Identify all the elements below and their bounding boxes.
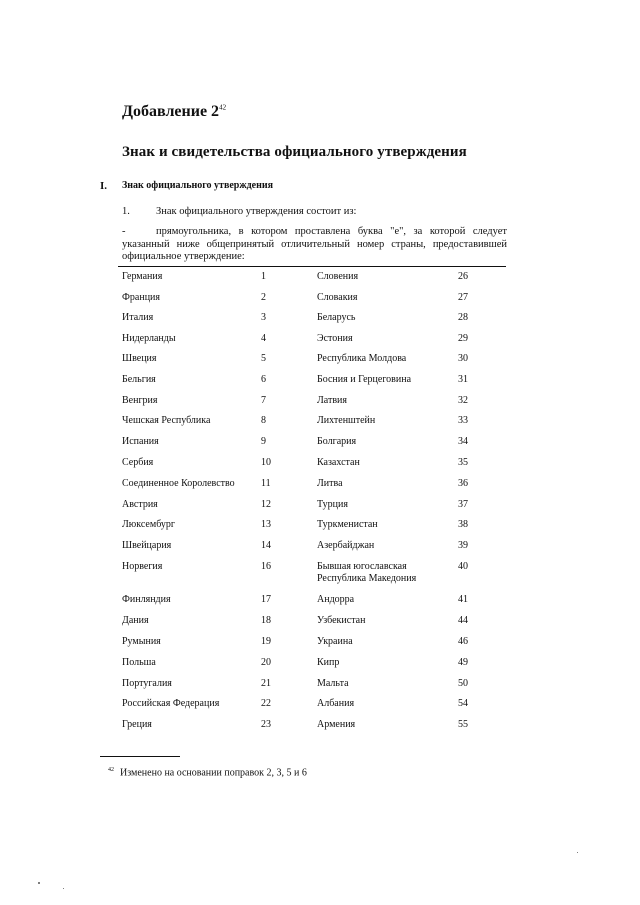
right-country-name: Лихтенштейн bbox=[317, 415, 376, 426]
footnote-rule bbox=[100, 756, 180, 757]
left-country-number: 21 bbox=[261, 678, 271, 689]
footnote bbox=[108, 767, 307, 778]
section-title: Знак официального утверждения bbox=[122, 180, 274, 191]
paragraph-2-text: прямоугольника, в котором проставлена буква "е", за которой следует указанный ниже общепринятый отличительный номер страны, предоставившей официальное утверждение: bbox=[122, 226, 507, 262]
scan-speck bbox=[577, 852, 578, 853]
right-country-name: Беларусь bbox=[317, 312, 356, 323]
right-country-number: 50 bbox=[458, 678, 468, 689]
left-country-name: Греция bbox=[122, 719, 152, 730]
footnote-number: 42 bbox=[108, 767, 114, 773]
left-country-number: 2 bbox=[261, 292, 266, 303]
right-country-number: 31 bbox=[458, 374, 468, 385]
right-country-number: 34 bbox=[458, 436, 468, 447]
right-country-name: Болгария bbox=[317, 436, 357, 447]
left-country-number: 22 bbox=[261, 698, 271, 709]
left-country-name: Румыния bbox=[122, 636, 161, 647]
right-country-name: Андорра bbox=[317, 594, 355, 605]
paragraph-2 bbox=[122, 226, 507, 264]
left-country-number: 10 bbox=[261, 457, 271, 468]
left-country-name: Германия bbox=[122, 271, 163, 282]
paragraph-2-dash: - bbox=[122, 226, 126, 237]
right-country-number: 36 bbox=[458, 478, 468, 489]
right-country-number: 46 bbox=[458, 636, 468, 647]
left-country-number: 17 bbox=[261, 594, 271, 605]
right-country-name: Мальта bbox=[317, 678, 349, 689]
right-country-number: 40 bbox=[458, 561, 468, 572]
right-country-number: 38 bbox=[458, 519, 468, 530]
left-country-number: 3 bbox=[261, 312, 266, 323]
right-country-number: 39 bbox=[458, 540, 468, 551]
left-country-name: Люксембург bbox=[122, 519, 175, 530]
left-country-name: Италия bbox=[122, 312, 154, 323]
right-country-number: 29 bbox=[458, 333, 468, 344]
left-country-number: 6 bbox=[261, 374, 266, 385]
right-country-number: 26 bbox=[458, 271, 468, 282]
right-country-name: Литва bbox=[317, 478, 343, 489]
right-country-name: Казахстан bbox=[317, 457, 360, 468]
left-country-number: 4 bbox=[261, 333, 266, 344]
right-country-name: Турция bbox=[317, 499, 348, 510]
paragraph-1-number: 1. bbox=[122, 206, 130, 217]
paragraph-1-text: Знак официального утверждения состоит из: bbox=[156, 206, 357, 217]
paragraph-1 bbox=[122, 206, 356, 217]
left-country-name: Бельгия bbox=[122, 374, 156, 385]
left-country-number: 14 bbox=[261, 540, 271, 551]
right-country-name: Бывшая югославская Республика Македония bbox=[317, 561, 417, 584]
left-country-number: 13 bbox=[261, 519, 271, 530]
right-country-number: 55 bbox=[458, 719, 468, 730]
right-country-number: 33 bbox=[458, 415, 468, 426]
right-country-name: Албания bbox=[317, 698, 355, 709]
appendix-title bbox=[122, 103, 226, 121]
scan-speck bbox=[38, 882, 40, 884]
left-country-name: Норвегия bbox=[122, 561, 163, 572]
right-country-name: Словения bbox=[317, 271, 359, 282]
right-country-name: Украина bbox=[317, 636, 353, 647]
left-country-name: Швеция bbox=[122, 353, 157, 364]
left-country-number: 5 bbox=[261, 353, 266, 364]
right-country-number: 27 bbox=[458, 292, 468, 303]
right-country-number: 28 bbox=[458, 312, 468, 323]
left-country-number: 7 bbox=[261, 395, 266, 406]
right-country-name: Эстония bbox=[317, 333, 353, 344]
table-top-rule bbox=[118, 266, 506, 267]
right-country-number: 35 bbox=[458, 457, 468, 468]
left-country-number: 20 bbox=[261, 657, 271, 668]
left-country-name: Венгрия bbox=[122, 395, 158, 406]
left-country-name: Польша bbox=[122, 657, 156, 668]
left-country-name: Испания bbox=[122, 436, 159, 447]
right-country-number: 41 bbox=[458, 594, 468, 605]
right-country-name: Республика Молдова bbox=[317, 353, 407, 364]
right-country-number: 32 bbox=[458, 395, 468, 406]
left-country-name: Соединенное Королевство bbox=[122, 478, 235, 489]
left-country-name: Нидерланды bbox=[122, 333, 176, 344]
left-country-name: Португалия bbox=[122, 678, 172, 689]
left-country-number: 1 bbox=[261, 271, 266, 282]
footnote-ref: 42 bbox=[219, 103, 227, 112]
right-country-number: 54 bbox=[458, 698, 468, 709]
scan-speck bbox=[63, 888, 64, 889]
right-country-name: Туркменистан bbox=[317, 519, 378, 530]
right-country-number: 49 bbox=[458, 657, 468, 668]
left-country-number: 16 bbox=[261, 561, 271, 572]
section-number: I. bbox=[100, 180, 108, 192]
right-country-name: Армения bbox=[317, 719, 356, 730]
right-country-number: 37 bbox=[458, 499, 468, 510]
appendix-title-text: Добавление 2 bbox=[122, 103, 220, 120]
left-country-number: 23 bbox=[261, 719, 271, 730]
left-country-number: 12 bbox=[261, 499, 271, 510]
right-country-name: Кипр bbox=[317, 657, 340, 668]
left-country-number: 11 bbox=[261, 478, 271, 489]
right-country-name: Латвия bbox=[317, 395, 348, 406]
left-country-number: 19 bbox=[261, 636, 271, 647]
right-country-number: 44 bbox=[458, 615, 468, 626]
left-country-name: Австрия bbox=[122, 499, 158, 510]
right-country-number: 30 bbox=[458, 353, 468, 364]
left-country-number: 8 bbox=[261, 415, 266, 426]
right-country-name: Словакия bbox=[317, 292, 358, 303]
page-heading: Знак и свидетельства официального утверждения bbox=[122, 144, 467, 160]
footnote-text: Изменено на основании поправок 2, 3, 5 и 6 bbox=[120, 767, 307, 779]
left-country-name: Швейцария bbox=[122, 540, 172, 551]
left-country-name: Финляндия bbox=[122, 594, 171, 605]
left-country-name: Сербия bbox=[122, 457, 154, 468]
left-country-number: 9 bbox=[261, 436, 266, 447]
left-country-name: Франция bbox=[122, 292, 160, 303]
left-country-name: Дания bbox=[122, 615, 149, 626]
right-country-name: Азербайджан bbox=[317, 540, 375, 551]
left-country-name: Чешская Республика bbox=[122, 415, 211, 426]
left-country-number: 18 bbox=[261, 615, 271, 626]
right-country-name: Босния и Герцеговина bbox=[317, 374, 412, 385]
left-country-name: Российская Федерация bbox=[122, 698, 220, 709]
right-country-name: Узбекистан bbox=[317, 615, 366, 626]
